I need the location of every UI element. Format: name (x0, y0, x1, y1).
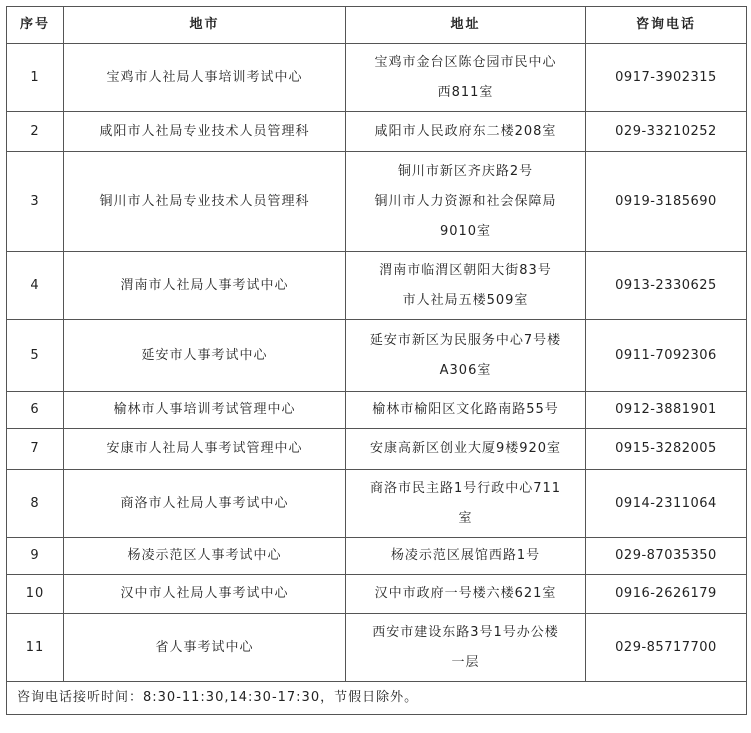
row-address (346, 575, 586, 614)
address-line: 宝鸡市金台区陈仓园市民中心 (374, 54, 557, 70)
row-phone: 029-85717700 (586, 614, 747, 682)
table-row (7, 252, 747, 320)
table-row (7, 44, 747, 112)
row-index: 8 (7, 470, 64, 538)
address-line: 市人社局五楼509室 (402, 292, 529, 308)
hours-note: 咨询电话接听时间：8:30-11:30,14:30-17:30，节假日除外。 (7, 682, 747, 715)
table-row (7, 470, 747, 538)
row-city: 杨凌示范区人事考试中心 (64, 538, 346, 575)
table-row (7, 392, 747, 429)
row-address (346, 392, 586, 429)
address-line: 铜川市新区齐庆路2号 (397, 163, 534, 179)
address-line: 西安市建设东路3号1号办公楼 (372, 624, 559, 640)
row-index: 7 (7, 429, 64, 470)
table-row (7, 614, 747, 682)
row-address (346, 252, 586, 320)
row-phone: 0912-3881901 (586, 392, 747, 429)
row-index: 4 (7, 252, 64, 320)
address-line: 室 (458, 510, 473, 526)
address-line: 商洛市民主路1号行政中心711 (369, 480, 562, 496)
row-phone: 0914-2311064 (586, 470, 747, 538)
row-city: 宝鸡市人社局人事培训考试中心 (64, 44, 346, 112)
row-address (346, 429, 586, 470)
address-line: 铜川市人力资源和社会保障局 (374, 193, 557, 209)
row-city: 铜川市人社局专业技术人员管理科 (64, 152, 346, 252)
row-phone: 029-33210252 (586, 112, 747, 152)
address-line: 安康高新区创业大厦9楼920室 (369, 441, 562, 456)
table-body (7, 44, 747, 682)
row-phone: 0917-3902315 (586, 44, 747, 112)
row-index: 3 (7, 152, 64, 252)
address-line: 榆林市榆阳区文化路南路55号 (372, 402, 559, 417)
row-phone: 0916-2626179 (586, 575, 747, 614)
header-index: 序号 (7, 7, 64, 44)
row-city: 安康市人社局人事考试管理中心 (64, 429, 346, 470)
row-address (346, 44, 586, 112)
row-address (346, 470, 586, 538)
row-index: 6 (7, 392, 64, 429)
address-line: 一层 (451, 654, 480, 670)
row-phone: 0915-3282005 (586, 429, 747, 470)
row-address (346, 320, 586, 392)
address-line: 西811室 (437, 84, 494, 100)
row-city: 延安市人事考试中心 (64, 320, 346, 392)
address-line: 杨凌示范区展馆西路1号 (390, 548, 541, 563)
table-row (7, 575, 747, 614)
row-address (346, 152, 586, 252)
table-row (7, 538, 747, 575)
row-phone: 029-87035350 (586, 538, 747, 575)
table-row (7, 112, 747, 152)
row-city: 渭南市人社局人事考试中心 (64, 252, 346, 320)
address-line: A306室 (439, 362, 492, 378)
row-index: 1 (7, 44, 64, 112)
row-phone: 0913-2330625 (586, 252, 747, 320)
header-address: 地址 (346, 7, 586, 44)
row-index: 11 (7, 614, 64, 682)
table-header-row (7, 7, 747, 44)
header-phone: 咨询电话 (586, 7, 747, 44)
table-row (7, 152, 747, 252)
address-line: 延安市新区为民服务中心7号楼 (369, 332, 562, 348)
row-index: 2 (7, 112, 64, 152)
contact-table (6, 6, 747, 715)
header-city: 地市 (64, 7, 346, 44)
row-address (346, 538, 586, 575)
note-row (7, 682, 747, 715)
row-city: 汉中市人社局人事考试中心 (64, 575, 346, 614)
row-phone: 0919-3185690 (586, 152, 747, 252)
row-city: 咸阳市人社局专业技术人员管理科 (64, 112, 346, 152)
address-line: 渭南市临渭区朝阳大街83号 (379, 262, 552, 278)
row-city: 商洛市人社局人事考试中心 (64, 470, 346, 538)
row-city: 省人事考试中心 (64, 614, 346, 682)
row-index: 9 (7, 538, 64, 575)
row-address (346, 112, 586, 152)
row-index: 10 (7, 575, 64, 614)
row-city: 榆林市人事培训考试管理中心 (64, 392, 346, 429)
table-row (7, 320, 747, 392)
row-address (346, 614, 586, 682)
address-line: 9010室 (439, 223, 492, 239)
table-row (7, 429, 747, 470)
row-phone: 0911-7092306 (586, 320, 747, 392)
row-index: 5 (7, 320, 64, 392)
address-line: 汉中市政府一号楼六楼621室 (374, 586, 557, 601)
address-line: 咸阳市人民政府东二楼208室 (374, 123, 557, 139)
